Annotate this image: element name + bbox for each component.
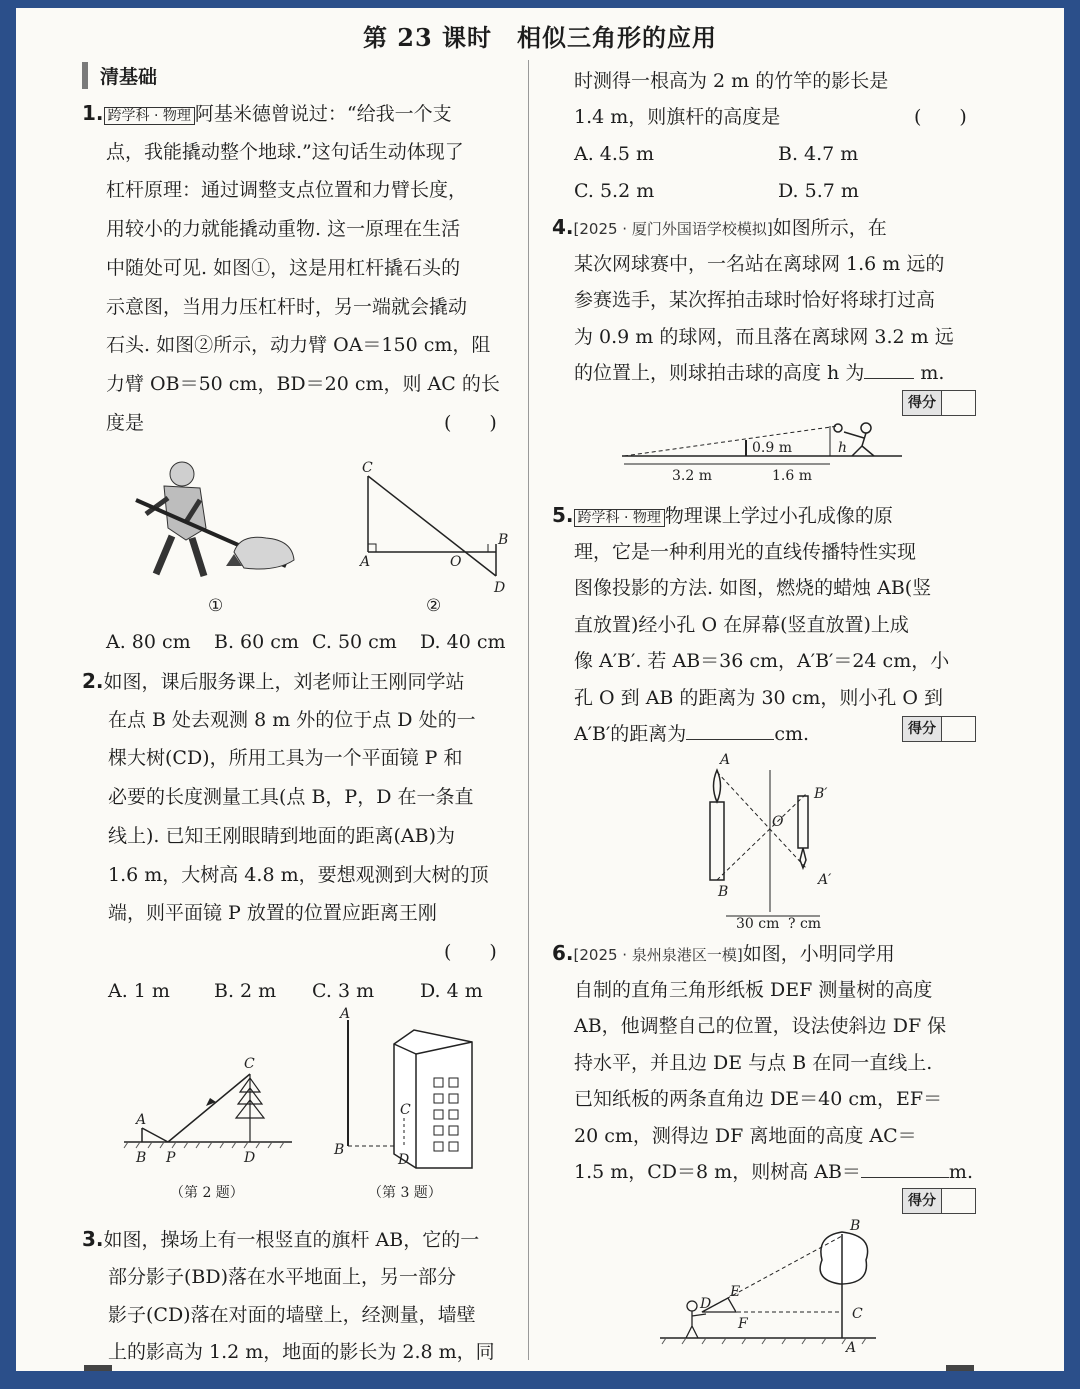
ground-hatching	[662, 1338, 866, 1344]
q1-line-8: 度是	[106, 412, 145, 434]
label-a: A	[340, 1006, 351, 1022]
q2-line-6: 端，则平面镜 P 放置的位置应距离王刚	[108, 902, 437, 924]
q2-line-5: 1.6 m，大树高 4.8 m，要想观测到大树的顶	[108, 864, 489, 886]
tree	[820, 1232, 867, 1338]
label-c: C	[400, 1102, 411, 1118]
q5-tag: 跨学科 · 物理	[574, 509, 665, 527]
label-b: B	[334, 1142, 345, 1158]
q4-number: 4.	[552, 215, 574, 239]
label-h: h	[838, 440, 848, 456]
q6-line-0: 6.[2025 · 泉州泉港区一模]如图，小明同学用	[552, 941, 895, 965]
q2-option-c[interactable]: C. 3 m	[312, 980, 375, 1002]
label-o: O	[772, 814, 784, 830]
q1-option-c[interactable]: C. 50 cm	[312, 631, 397, 653]
q6-line-1: 自制的直角三角形纸板 DEF 测量树的高度	[574, 979, 933, 1001]
label-c: C	[244, 1056, 255, 1072]
label-d: D	[244, 1150, 256, 1166]
label-d2: ? cm	[788, 916, 822, 932]
ray-pc	[168, 1074, 250, 1142]
q1-option-a[interactable]: A. 80 cm	[106, 631, 191, 653]
q3-line-5: 1.4 m，则旗杆的高度是	[574, 106, 781, 128]
label-c: C	[362, 460, 373, 476]
q1-figure-1	[116, 448, 296, 588]
q4-line-0: 4.[2025 · 厦门外国语学校模拟]如图所示，在	[552, 215, 887, 239]
label-b: B	[718, 884, 729, 900]
q6-line-3: 持水平，并且边 DE 与点 B 在同一直线上.	[574, 1052, 933, 1074]
q6-line-2: AB，他调整自己的位置，设法使斜边 DF 保	[574, 1015, 947, 1037]
label-a: A	[136, 1112, 147, 1128]
label-a2: A′	[818, 872, 832, 888]
ray-ap	[142, 1128, 168, 1142]
q1-line-7: 力臂 OB＝50 cm，BD＝20 cm，则 AC 的长	[106, 373, 500, 395]
ray-arrow	[206, 1098, 216, 1106]
q3-number: 3.	[82, 1227, 104, 1251]
q3-option-d[interactable]: D. 5.7 m	[778, 180, 859, 202]
q6-line-4: 已知纸板的两条直角边 DE＝40 cm，EF＝	[574, 1088, 943, 1110]
q2-line-2: 棵大树(CD)，所用工具为一个平面镜 P 和	[108, 747, 463, 769]
q1-tag: 跨学科 · 物理	[104, 107, 195, 125]
q5-line-3: 直放置)经小孔 O 在屏幕(竖直放置)上成	[574, 614, 909, 636]
page-title: 第 23 课时 相似三角形的应用	[362, 23, 718, 52]
q3-line-1: 部分影子(BD)落在水平地面上，另一部分	[108, 1266, 457, 1288]
label-a: A	[720, 752, 731, 768]
q1-line-2: 杠杆原理：通过调整支点位置和力臂长度，	[106, 179, 468, 201]
q5-line-6: A′B′的距离为 cm.	[574, 723, 810, 745]
q6-figure	[656, 1218, 886, 1356]
q3-line-4: 时测得一根高为 2 m 的竹竿的影长是	[574, 70, 889, 92]
q5-answer-blank[interactable]	[686, 721, 774, 740]
q6-answer-blank[interactable]	[861, 1159, 949, 1178]
candle-ab	[710, 770, 724, 880]
segment-cd	[368, 476, 496, 576]
ball-path	[624, 426, 838, 456]
worker-head	[170, 462, 194, 486]
label-d: D	[494, 580, 506, 596]
label-b: B	[498, 532, 509, 548]
q5-figure	[696, 750, 832, 932]
label-o: O	[450, 554, 462, 570]
q4-line-4: 的位置上，则球拍击球的高度 h 为 m.	[574, 362, 945, 384]
q5-line-1: 理，它是一种利用光的直线传播特性实现	[574, 541, 917, 563]
ray-1	[717, 772, 806, 868]
q5-line-4: 像 A′B′. 若 AB＝36 cm，A′B′＝24 cm，小	[574, 650, 950, 672]
q2-line-3: 必要的长度测量工具(点 B，P，D 在一条直	[108, 786, 474, 808]
label-a: A	[360, 554, 371, 570]
q6-number: 6.	[552, 941, 574, 965]
q6-source: [2025 · 泉州泉港区一模]	[573, 946, 743, 964]
q4-line-2: 参赛选手，某次挥拍击球时恰好将球打过高	[574, 289, 936, 311]
rock	[234, 537, 294, 569]
q1-answer-paren: ( )	[444, 412, 497, 434]
image-a2b2	[798, 796, 808, 868]
q2-option-b[interactable]: B. 2 m	[214, 980, 277, 1002]
q1-line-6: 石头. 如图②所示，动力臂 OA＝150 cm，阻	[106, 334, 491, 356]
ray-2	[717, 794, 806, 880]
q5-number: 5.	[552, 503, 574, 527]
q1-figure-2	[346, 460, 526, 596]
q4-line-3: 为 0.9 m 的球网，而且落在离球网 3.2 m 远	[574, 326, 954, 348]
building	[394, 1030, 472, 1168]
q1-option-b[interactable]: B. 60 cm	[214, 631, 299, 653]
q4-answer-blank[interactable]	[864, 360, 914, 379]
label-d1: 30 cm	[736, 916, 780, 932]
q4-source: [2025 · 厦门外国语学校模拟]	[573, 220, 773, 238]
q2-line-1: 在点 B 处去观测 8 m 外的位于点 D 处的一	[108, 709, 476, 731]
q6-score-box[interactable]: 得分	[902, 1188, 976, 1214]
q4-score-box[interactable]: 得分	[902, 390, 976, 416]
label-d: D	[700, 1296, 712, 1312]
q6-line-5: 20 cm，测得边 DF 离地面的高度 AC＝	[574, 1125, 917, 1147]
q5-line-0: 5. 跨学科 · 物理 物理课上学过小孔成像的原	[552, 503, 893, 527]
label-c: C	[852, 1306, 863, 1322]
q3-figure-caption: （第 3 题）	[368, 1185, 442, 1201]
tree	[236, 1074, 264, 1142]
q6-line-6: 1.5 m，CD＝8 m，则树高 AB＝ m.	[574, 1161, 973, 1183]
page-edge-mark-left	[84, 1365, 112, 1371]
q3-figure	[334, 1008, 504, 1178]
q5-line-2: 图像投影的方法. 如图，燃烧的蜡烛 AB(竖	[574, 577, 932, 599]
q3-answer-paren: ( )	[914, 106, 967, 128]
label-b: B	[136, 1150, 147, 1166]
q3-line-2: 影子(CD)落在对面的墙壁上，经测量，墙壁	[108, 1304, 476, 1326]
column-divider	[528, 60, 529, 1360]
label-b2: B′	[814, 786, 828, 802]
label-p: P	[166, 1150, 176, 1166]
q1-line-4: 中随处可见. 如图①，这是用杠杆撬石头的	[106, 257, 461, 279]
q2-option-d[interactable]: D. 4 m	[420, 980, 483, 1002]
label-f: F	[738, 1316, 748, 1332]
page-edge-mark-right	[946, 1365, 974, 1371]
worksheet-page	[16, 8, 1064, 1371]
q3-option-c[interactable]: C. 5.2 m	[574, 180, 655, 202]
q4-line-1: 某次网球赛中，一名站在离球网 1.6 m 远的	[574, 253, 945, 275]
q5-line-5: 孔 O 到 AB 的距离为 30 cm，则小孔 O 到	[574, 687, 943, 709]
q3-line-0: 3.如图，操场上有一根竖直的旗杆 AB，它的一	[82, 1227, 480, 1251]
worker-legs	[156, 536, 204, 576]
q2-line-0: 2.如图，课后服务课上，刘老师让王刚同学站	[82, 669, 465, 693]
q1-line-5: 示意图，当用力压杠杆时，另一端就会撬动	[106, 296, 468, 318]
label-left: 3.2 m	[672, 468, 712, 484]
q4-figure	[616, 418, 916, 488]
q2-number: 2.	[82, 669, 104, 693]
q3-option-a[interactable]: A. 4.5 m	[574, 143, 655, 165]
q2-answer-paren: ( )	[444, 941, 497, 963]
q3-option-b[interactable]: B. 4.7 m	[778, 143, 859, 165]
q2-option-a[interactable]: A. 1 m	[108, 980, 170, 1002]
q1-line-3: 用较小的力就能撬动重物. 这一原理在生活	[106, 218, 461, 240]
q1-number: 1.	[82, 101, 104, 125]
label-e: E	[730, 1284, 741, 1300]
label-net: 0.9 m	[752, 440, 792, 456]
q3-line-3: 上的影高为 1.2 m，地面的影长为 2.8 m，同	[108, 1341, 495, 1363]
q1-fig2-label: ②	[426, 596, 442, 616]
q1-line-0: 1. 跨学科 · 物理 阿基米德曾说过：“给我一个支	[82, 101, 452, 125]
label-d: D	[398, 1152, 410, 1168]
q2-figure	[120, 1058, 300, 1168]
right-angle-a	[368, 544, 376, 552]
q2-figure-caption: （第 2 题）	[170, 1185, 244, 1201]
section-heading: 清基础	[82, 62, 157, 89]
q1-fig1-label: ①	[208, 596, 224, 616]
q1-option-d[interactable]: D. 40 cm	[420, 631, 506, 653]
q2-line-4: 线上). 已知王刚眼睛到地面的距离(AB)为	[108, 825, 456, 847]
label-b: B	[850, 1218, 861, 1234]
label-a: A	[846, 1340, 857, 1356]
q5-score-box[interactable]: 得分	[902, 716, 976, 742]
label-right: 1.6 m	[772, 468, 812, 484]
q1-line-1: 点，我能撬动整个地球.”这句话生动体现了	[106, 141, 464, 163]
ground-hatching	[124, 1142, 284, 1148]
